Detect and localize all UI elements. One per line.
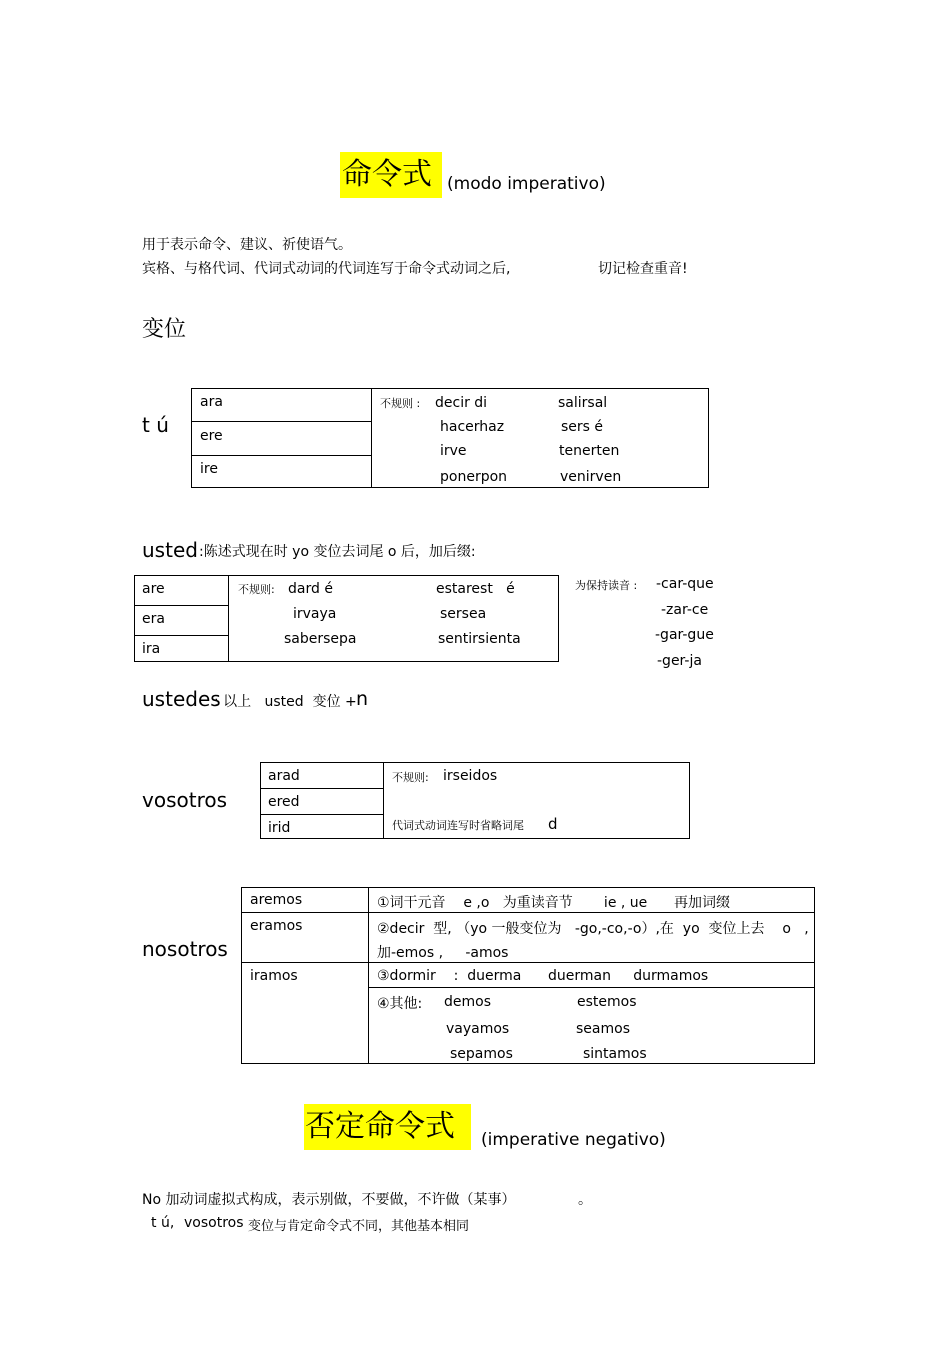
nosotros-rule-4: sepamos [450,1046,513,1062]
tu-irreg-label: 不规则 : [380,397,421,410]
page-subtitle: (modo imperativo) [447,174,606,194]
nosotros-rule-3: ③dormir : duerma duerman durmamos [377,968,709,984]
vosotros-note-d: d [548,815,558,833]
nosotros-rule-1: ①词干元音 e ,o 为重读音节 ie , ue 再加词缀 [377,895,730,911]
tu-irreg: sers é [561,419,604,435]
neg-line-1: No 加动词虚拟式构成，表示别做，不要做，不许做（某事） [142,1192,516,1208]
vosotros-ending: irid [268,820,291,836]
nosotros-label: nosotros [142,937,228,961]
nosotros-rule-4: sintamos [583,1046,647,1062]
usted-irreg: sabersepa [284,631,357,647]
neg-line-2-tu: t ú, [151,1215,175,1231]
vosotros-ending: ered [268,794,300,810]
section-heading: 变位 [142,317,187,342]
neg-line-2-note: 变位与肯定命令式不同，其他基本相同 [248,1219,470,1234]
tu-ending: ara [200,394,223,410]
ustedes-label: ustedes [142,687,221,711]
neg-title: 否定命令式 [304,1104,471,1150]
sound-rule: -ger-ja [657,653,702,669]
nosotros-ending: aremos [250,892,303,908]
nosotros-rule-4: demos [444,994,491,1010]
usted-ending: are [142,581,165,597]
vosotros-irreg: irseidos [443,768,498,784]
intro-line-2: 宾格、与格代词、代词式动词的代词连写于命令式动词之后, [142,261,511,277]
usted-irreg: estarest é [436,581,515,597]
tu-irreg: irve [440,443,467,459]
usted-irreg: irvaya [293,606,337,622]
nosotros-ending: eramos [250,918,303,934]
vosotros-ending: arad [268,768,300,784]
intro-line-1: 用于表示命令、建议、祈使语气。 [142,237,352,253]
tu-irreg: venirven [560,469,622,485]
neg-line-2-vosotros: vosotros [184,1215,244,1231]
neg-line-1-end: 。 [578,1192,592,1208]
nosotros-rule-2: ②decir 型, （yo 一般变位为 -go,-co,-o）,在 yo 变位上去 o , [377,921,809,937]
tu-irreg: ponerpon [440,469,508,485]
usted-irreg: sersea [440,606,487,622]
usted-note: :陈述式现在时 yo 变位去词尾 o 后，加后缀: [199,544,476,560]
neg-subtitle: (imperative negativo) [481,1130,666,1150]
page-title: 命令式 [340,152,442,198]
nosotros-rule-4-label: ④其他: [377,996,423,1012]
ustedes-note: : 以上 usted 变位 + [214,694,357,710]
nosotros-rule-4: vayamos [446,1021,510,1037]
tu-irreg: hacerhaz [440,419,505,435]
usted-label: usted [142,538,198,562]
tu-ending: ere [200,428,223,444]
tu-irreg: salirsal [558,395,608,411]
usted-ending: ira [142,641,161,657]
nosotros-rule-4: seamos [576,1021,630,1037]
intro-line-2-note: 切记检查重音! [598,261,688,277]
nosotros-rule-2b: 加-emos , -amos [377,945,509,961]
tu-label: t ú [142,413,169,437]
nosotros-rule-4: estemos [577,994,637,1010]
tu-ending: ire [200,461,218,477]
usted-ending: era [142,611,165,627]
sound-rule: -car-que [656,576,714,592]
usted-irreg: sentirsienta [438,631,521,647]
vosotros-note: 代词式动词连写时省略词尾 [392,819,524,832]
sound-rule: -gar-gue [655,627,714,643]
tu-irreg: decir di [435,395,488,411]
usted-irreg-label: 不规则: [238,583,275,596]
tu-irreg: tenerten [559,443,620,459]
sound-rule: -zar-ce [661,602,709,618]
nosotros-ending: iramos [250,968,298,984]
ustedes-n: n [356,688,369,710]
vosotros-label: vosotros [142,788,228,812]
vosotros-irreg-label: 不规则: [392,771,429,784]
sound-label: 为保持读音 : [575,579,638,592]
usted-irreg: dard é [288,581,333,597]
